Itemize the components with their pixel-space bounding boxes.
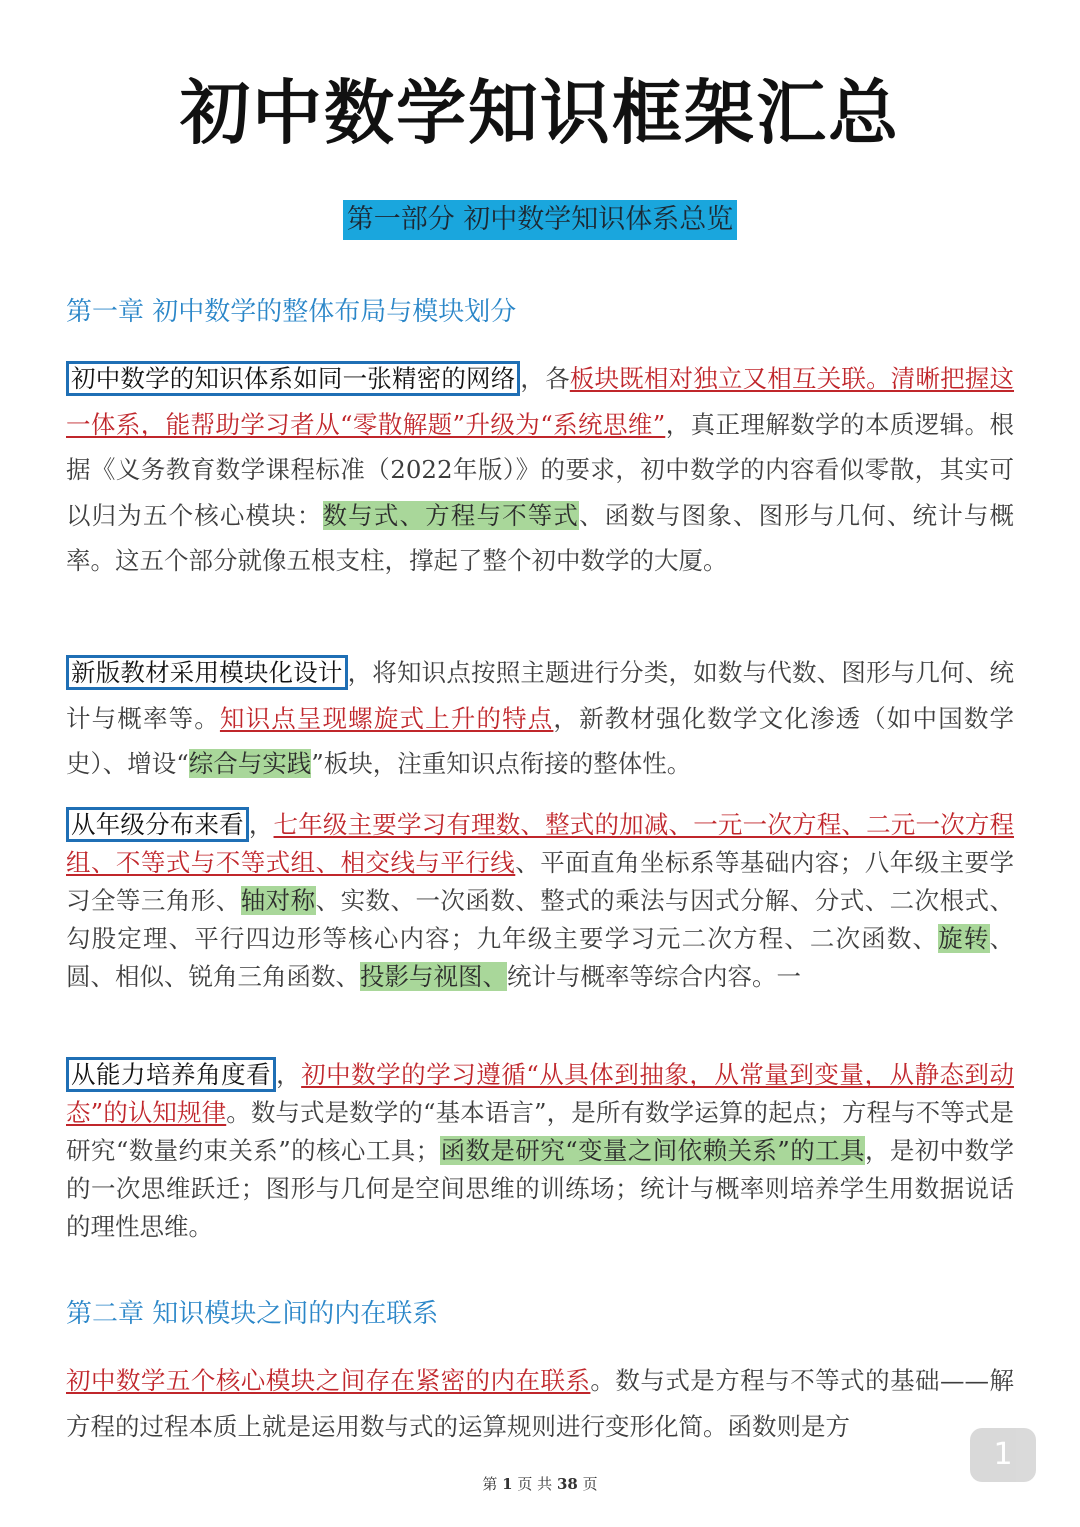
boxed-key-phrase: 从能力培养角度看 [66, 1057, 276, 1092]
paragraph-text: ，将知识点按照主题进行分类，如数与代数、图形与几何、统计与概率等。 [66, 658, 1015, 733]
paragraph-text: 、平面直角坐标系等基础内容；八年级主要学习全等三角形、 [66, 848, 1015, 915]
page-number-badge[interactable]: 1 [970, 1428, 1036, 1482]
chapter-2-paragraph-1 [66, 1358, 1014, 1449]
green-highlight: 函数是研究“变量之间依赖关系”的工具 [440, 1136, 865, 1165]
footer-prefix: 第 [482, 1475, 498, 1493]
red-underlined-emphasis: 知识点呈现螺旋式上升的特点 [219, 703, 554, 733]
footer-total-pages: 38 [556, 1475, 578, 1493]
paragraph-text: 、实数、一次函数、整式的乘法与因式分解、分式、二次根式、勾股定理、平行四边形等核心内容；九年级主要学习元二次方程、二次函数、 [66, 886, 1015, 953]
green-highlight: 旋转 [938, 924, 990, 953]
boxed-key-phrase: 新版教材采用模块化设计 [66, 655, 348, 690]
boxed-key-phrase: 初中数学的知识体系如同一张精密的网络 [66, 361, 520, 396]
paragraph-text: 。数与式是数学的“基本语言”，是所有数学运算的起点；方程与不等式是研究“数量约束关系”的核心工具； [66, 1098, 1014, 1165]
paragraph-text: ，是初中数学的一次思维跃迁；图形与几何是空间思维的训练场；统计与概率则培养学生用数据说话的理性思维。 [66, 1136, 1014, 1241]
paragraph-text: 、圆、相似、锐角三角函数、 [66, 924, 1015, 991]
paragraph-text: ，各 [520, 364, 570, 393]
red-underlined-emphasis: 板块既相对独立又相互关联。清晰把握这一体系，能帮助学习者从“零散解题”升级为“系统思维” [66, 364, 1015, 439]
boxed-key-phrase: 从年级分布来看 [66, 807, 249, 842]
chapter-1-paragraph-3 [66, 806, 1014, 996]
paragraph-text: ，新教材强化数学文化渗透（如中国数学史）、增设“ [66, 703, 1015, 778]
green-highlight: 投影与视图、 [360, 962, 507, 991]
green-highlight: 综合与实践 [188, 749, 312, 778]
page-footer [0, 1472, 1080, 1496]
chapter-1-paragraph-1 [66, 356, 1014, 584]
red-underlined-emphasis: 初中数学五个核心模块之间存在紧密的内在联系 [66, 1366, 591, 1395]
paragraph-text: 统计与概率等综合内容。一 [507, 962, 801, 991]
paragraph-text: ”板块，注重知识点衔接的整体性。 [311, 749, 692, 778]
green-highlight: 轴对称 [240, 886, 316, 915]
page-title: 初中数学知识框架汇总 [180, 72, 900, 154]
green-highlight: 数与式、方程与不等式 [322, 500, 580, 530]
footer-middle: 页 共 [517, 1475, 553, 1493]
paragraph-text: 。数与式是方程与不等式的基础——解方程的过程本质上就是运用数与式的运算规则进行变形化简。函数则是方 [66, 1366, 1015, 1441]
part-heading: 第一部分 初中数学知识体系总览 [343, 200, 738, 240]
chapter-1-paragraph-2 [66, 650, 1014, 787]
paragraph-text: ，真正理解数学的本质逻辑。根据《义务教育数学课程标准（2022年版）》的要求，初中数学的内容看似零散，其实可以归为五个核心模块： [66, 409, 1014, 530]
footer-current-page: 1 [502, 1475, 513, 1493]
red-underlined-emphasis: 初中数学的学习遵循“从具体到抽象，从常量到变量，从静态到动态”的认知规律 [66, 1060, 1015, 1127]
paragraph-text: ， [248, 810, 274, 839]
chapter-2-heading: 第二章 知识模块之间的内在联系 [66, 1299, 439, 1329]
chapter-1-paragraph-4 [66, 1056, 1014, 1246]
red-underlined-emphasis: 七年级主要学习有理数、整式的加减、一元一次方程、二元一次方程组、不等式与不等式组、相交线与平行线 [66, 810, 1015, 877]
chapter-1-heading: 第一章 初中数学的整体布局与模块划分 [66, 297, 517, 327]
paragraph-text: ， [276, 1060, 302, 1089]
part-heading-wrap [0, 200, 1080, 240]
footer-suffix: 页 [582, 1475, 598, 1493]
paragraph-text: 、函数与图象、图形与几何、统计与概率。这五个部分就像五根支柱，撑起了整个初中数学的大厦。 [66, 500, 1015, 575]
